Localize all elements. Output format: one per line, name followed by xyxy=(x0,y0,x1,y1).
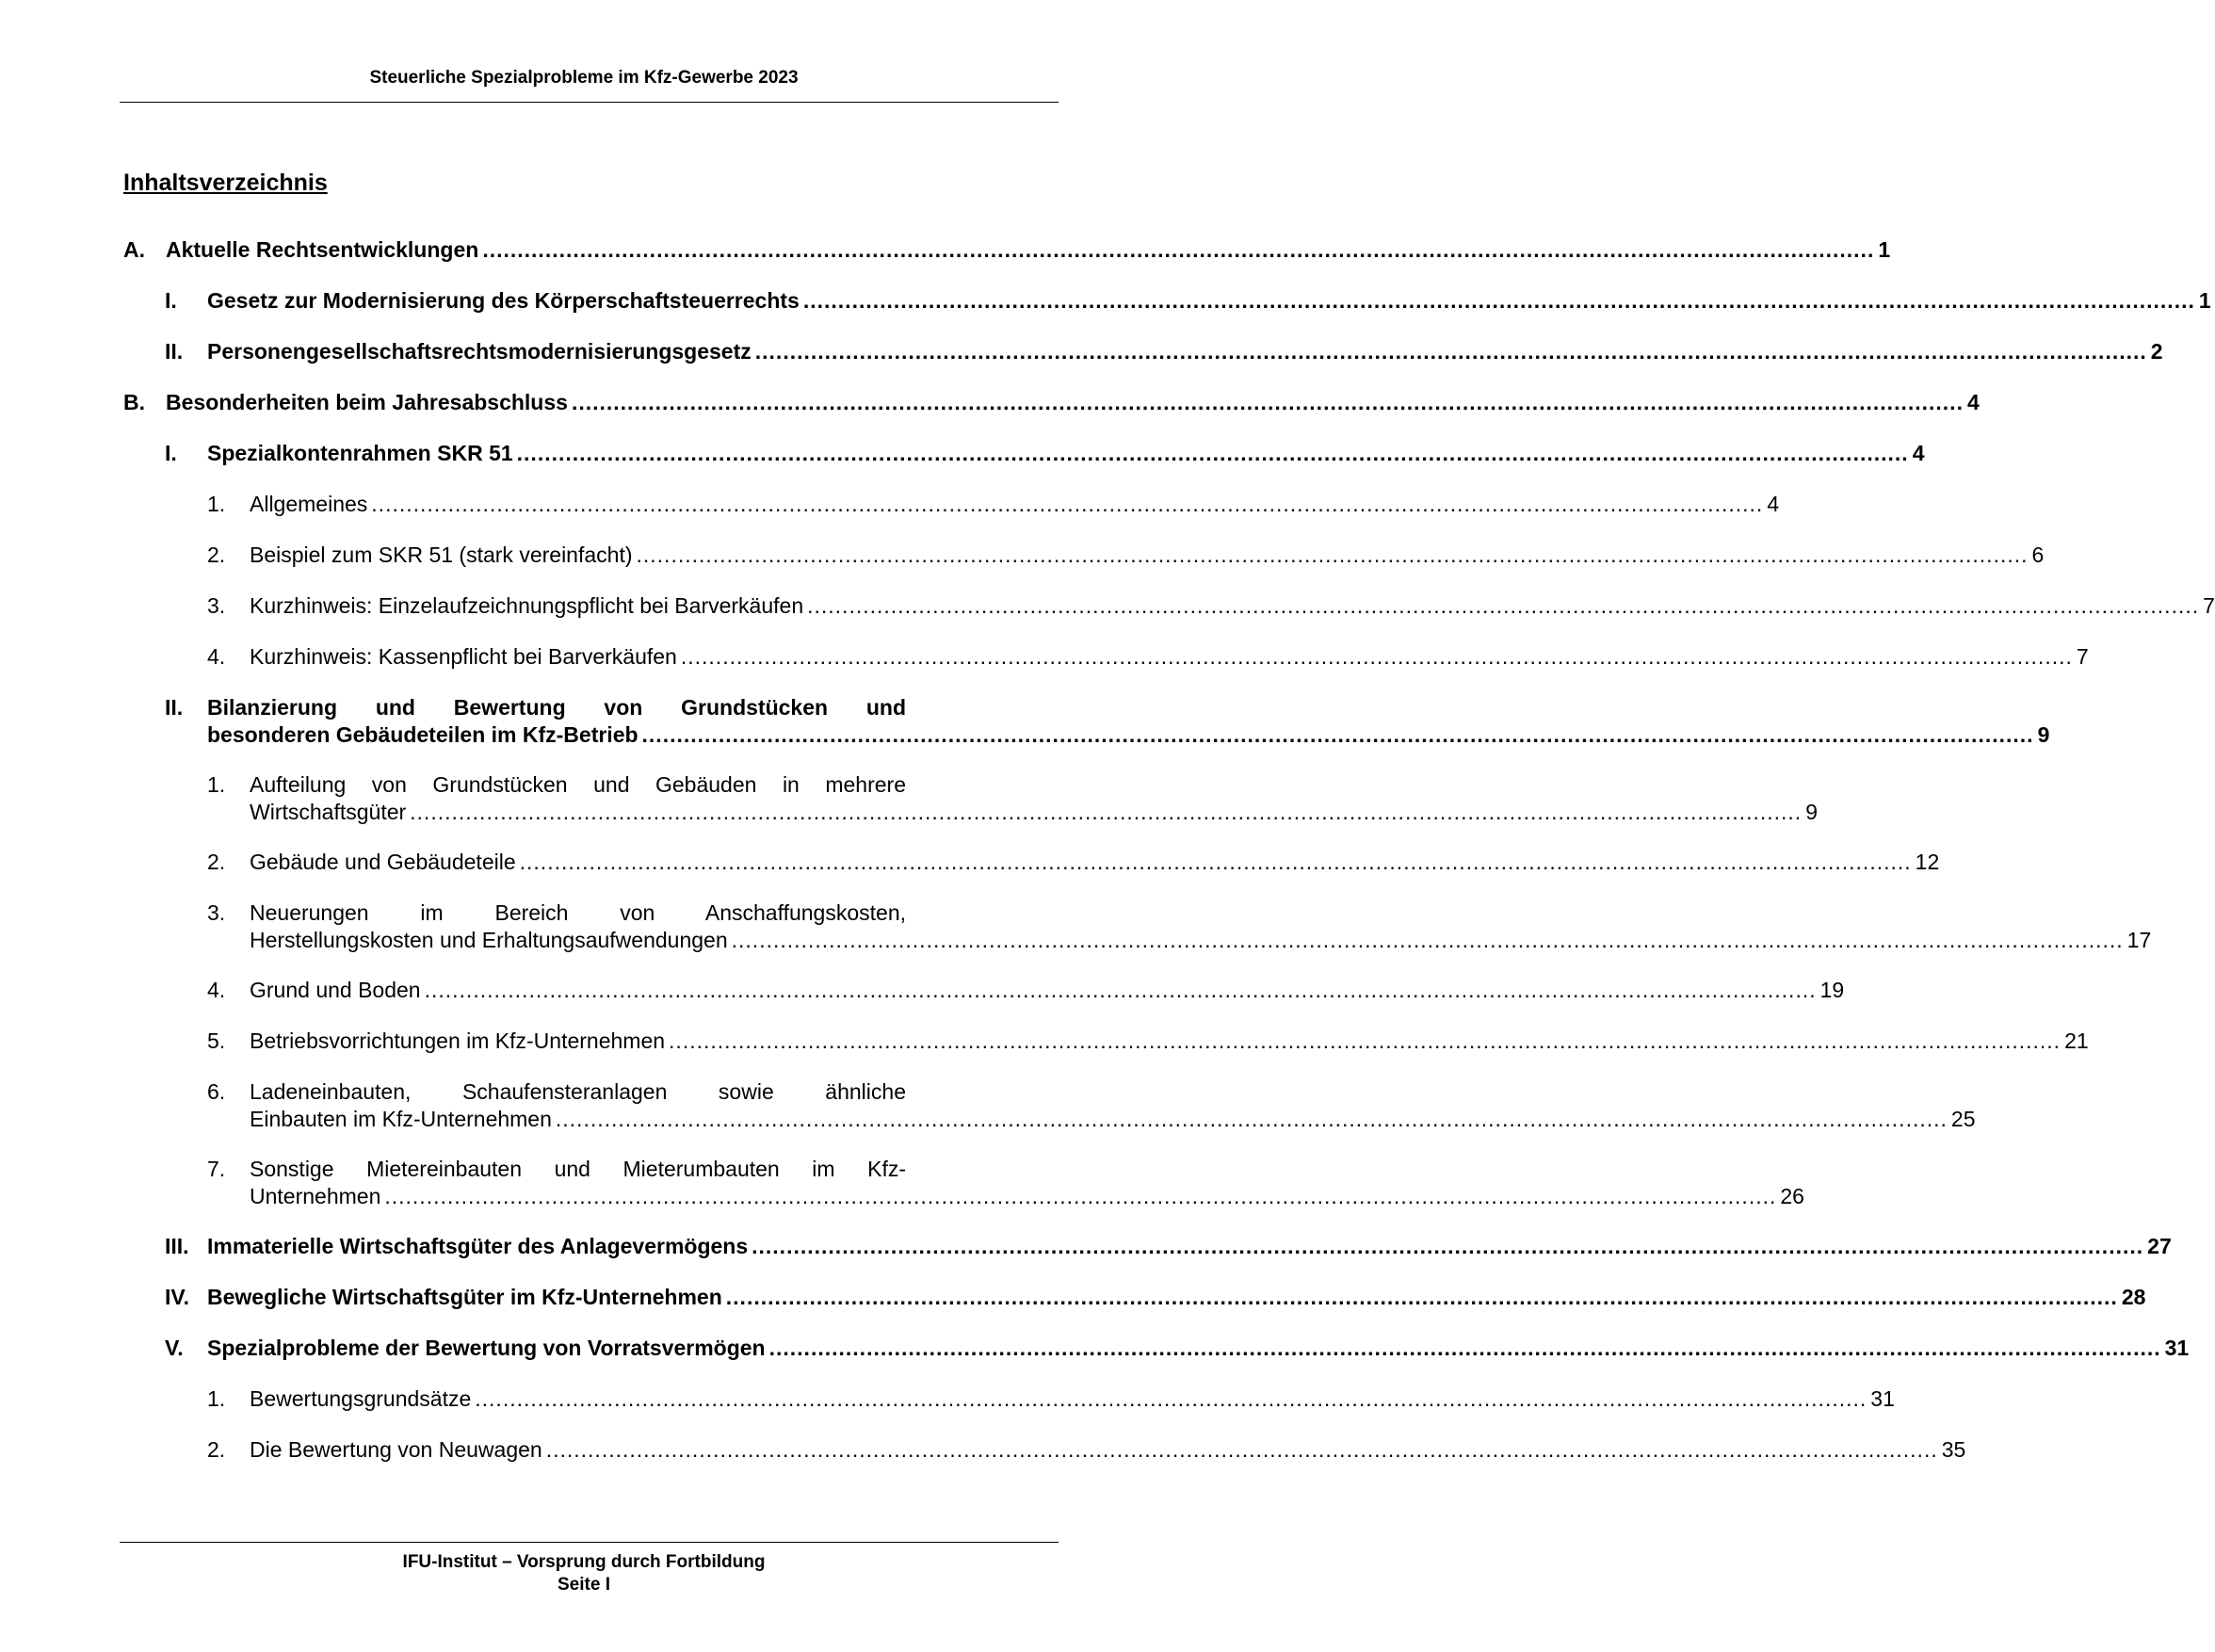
dot-leader: ........................................................................................................................................................................................................ xyxy=(475,1386,1867,1411)
toc-entry-title: Neuerungen im Bereich von Anschaffungskosten, xyxy=(250,900,906,925)
dot-leader: ........................................................................................................................................................................................................ xyxy=(555,1107,1948,1131)
toc-entry-number: 2. xyxy=(207,1437,226,1462)
toc-entry-title: Besonderheiten beim Jahresabschluss xyxy=(166,390,568,414)
toc-entry-page: 4 xyxy=(1767,492,1780,516)
toc-entry-page: 6 xyxy=(2031,543,2045,567)
toc-entry-page: 4 xyxy=(1966,390,1980,414)
toc-entry-title: Einbauten im Kfz-Unternehmen xyxy=(250,1107,552,1131)
dot-leader: ........................................................................................................................................................................................................ xyxy=(516,441,1909,465)
toc-entry-title: Unternehmen xyxy=(250,1184,381,1208)
toc-entry-page: 31 xyxy=(2164,1336,2190,1360)
toc-heading: Inhaltsverzeichnis xyxy=(123,170,328,196)
dot-leader: ........................................................................................................................................................................................................ xyxy=(725,1285,2118,1309)
toc-entry-number: 4. xyxy=(207,644,226,669)
dot-leader: ........................................................................................................................................................................................................ xyxy=(519,850,1912,874)
toc-entry-page: 31 xyxy=(1870,1386,1895,1411)
toc-entry-number: 1. xyxy=(207,492,226,516)
toc-entry-title: Gebäude und Gebäudeteile xyxy=(250,850,516,874)
dot-leader: ........................................................................................................................................................................................................ xyxy=(807,593,2200,618)
dot-leader: ........................................................................................................................................................................................................ xyxy=(731,928,2124,952)
toc-entry-number: 3. xyxy=(207,593,226,618)
dot-leader: ........................................................................................................................................................................................................ xyxy=(371,492,1764,516)
toc-entry-title: Die Bewertung von Neuwagen xyxy=(250,1437,542,1462)
toc-entry-page: 1 xyxy=(1878,237,1891,262)
toc-entry-number: B. xyxy=(123,390,145,414)
dot-leader: ........................................................................................................................................................................................................ xyxy=(641,722,2034,747)
dot-leader: ........................................................................................................................................................................................................ xyxy=(545,1437,1938,1462)
toc-entry-title: Spezialprobleme der Bewertung von Vorratsvermögen xyxy=(207,1336,766,1360)
toc-entry-title: Grund und Boden xyxy=(250,978,421,1002)
toc-entry-page: 9 xyxy=(1805,800,1818,824)
dot-leader: ........................................................................................................................................................................................................ xyxy=(571,390,1964,414)
toc-entry-number: 4. xyxy=(207,978,226,1002)
toc-entry-number: 1. xyxy=(207,772,226,797)
toc-entry-number: IV. xyxy=(165,1285,190,1309)
toc-entry-page: 19 xyxy=(1819,978,1845,1002)
toc-entry-page: 25 xyxy=(1950,1107,1976,1131)
toc-entry-number: II. xyxy=(165,695,184,720)
toc-entry-title: Aktuelle Rechtsentwicklungen xyxy=(166,237,479,262)
toc-entry-title: Bewegliche Wirtschaftsgüter im Kfz-Unternehmen xyxy=(207,1285,722,1309)
toc-entry-number: A. xyxy=(123,237,145,262)
toc-entry-title: Personengesellschaftsrechtsmodernisierungsgesetz xyxy=(207,339,752,364)
dot-leader: ........................................................................................................................................................................................................ xyxy=(752,1234,2144,1258)
toc-entry-title: besonderen Gebäudeteilen im Kfz-Betrieb xyxy=(207,722,639,747)
dot-leader: ........................................................................................................................................................................................................ xyxy=(754,339,2147,364)
toc-entry-number: II. xyxy=(165,339,184,364)
toc-entry-title: Kurzhinweis: Einzelaufzeichnungspflicht bei Barverkäufen xyxy=(250,593,804,618)
dot-leader: ........................................................................................................................................................................................................ xyxy=(636,543,2029,567)
toc-entry-number: V. xyxy=(165,1336,184,1360)
toc-entry-title: Ladeneinbauten, Schaufensteranlagen sowie ähnliche xyxy=(250,1079,906,1104)
dot-leader: ........................................................................................................................................................................................................ xyxy=(424,978,1817,1002)
running-header-title: Steuerliche Spezialprobleme im Kfz-Gewerbe 2023 xyxy=(369,68,799,88)
toc-entry-title: Gesetz zur Modernisierung des Körperschaftsteuerrechts xyxy=(207,288,800,313)
toc-entry-title: Spezialkontenrahmen SKR 51 xyxy=(207,441,513,465)
toc-entry-page: 35 xyxy=(1941,1437,1966,1462)
toc-entry-page: 26 xyxy=(1780,1184,1804,1208)
footer-rule xyxy=(120,1542,1059,1543)
dot-leader: ........................................................................................................................................................................................................ xyxy=(410,800,1803,824)
toc-entry-number: 1. xyxy=(207,1386,226,1411)
toc-entry-number: I. xyxy=(165,441,177,465)
toc-entry-number: 6. xyxy=(207,1079,226,1104)
toc-entry-page: 12 xyxy=(1915,850,1940,874)
toc-entry-title: Kurzhinweis: Kassenpflicht bei Barverkäufen xyxy=(250,644,677,669)
toc-entry-title: Herstellungskosten und Erhaltungsaufwendungen xyxy=(250,928,728,952)
toc-entry-title: Allgemeines xyxy=(250,492,368,516)
toc-entry-title: Betriebsvorrichtungen im Kfz-Unternehmen xyxy=(250,1028,666,1053)
toc-entry-page: 9 xyxy=(2037,722,2050,747)
toc-entry-number: 3. xyxy=(207,900,226,925)
footer-page-number: Seite I xyxy=(558,1575,610,1595)
toc-entry-number: 2. xyxy=(207,543,226,567)
toc-entry-page: 21 xyxy=(2064,1028,2089,1053)
dot-leader: ........................................................................................................................................................................................................ xyxy=(680,644,2073,669)
dot-leader: ........................................................................................................................................................................................................ xyxy=(768,1336,2161,1360)
toc-entry-number: III. xyxy=(165,1234,189,1258)
toc-entry-title: Aufteilung von Grundstücken und Gebäuden in mehrere xyxy=(250,772,906,797)
dot-leader: ........................................................................................................................................................................................................ xyxy=(482,237,1875,262)
toc-entry-page: 17 xyxy=(2126,928,2152,952)
toc-entry-page: 7 xyxy=(2203,593,2215,618)
toc-entry-number: I. xyxy=(165,288,177,313)
toc-entry-title: Bilanzierung und Bewertung von Grundstücken und xyxy=(207,695,906,720)
footer-institute: IFU-Institut – Vorsprung durch Fortbildung xyxy=(402,1552,766,1572)
toc-entry-title: Wirtschaftsgüter xyxy=(250,800,407,824)
toc-entry-page: 7 xyxy=(2076,644,2089,669)
toc-entry-title: Bewertungsgrundsätze xyxy=(250,1386,472,1411)
toc-entry-page: 1 xyxy=(2198,288,2211,313)
dot-leader: ........................................................................................................................................................................................................ xyxy=(802,288,2195,313)
toc-entry-page: 2 xyxy=(2150,339,2163,364)
toc-entry-number: 5. xyxy=(207,1028,226,1053)
toc-entry-title: Beispiel zum SKR 51 (stark vereinfacht) xyxy=(250,543,633,567)
toc-entry-title: Immaterielle Wirtschaftsgüter des Anlagevermögens xyxy=(207,1234,749,1258)
toc-entry-page: 27 xyxy=(2147,1234,2172,1258)
toc-entry-page: 28 xyxy=(2121,1285,2146,1309)
toc-entry-title: Sonstige Mietereinbauten und Mieterumbauten im Kfz- xyxy=(250,1157,906,1181)
toc-entry-number: 2. xyxy=(207,850,226,874)
dot-leader: ........................................................................................................................................................................................................ xyxy=(669,1028,2061,1053)
toc-entry-page: 4 xyxy=(1912,441,1925,465)
toc-entry-number: 7. xyxy=(207,1157,226,1181)
dot-leader: ........................................................................................................................................................................................................ xyxy=(384,1184,1777,1208)
